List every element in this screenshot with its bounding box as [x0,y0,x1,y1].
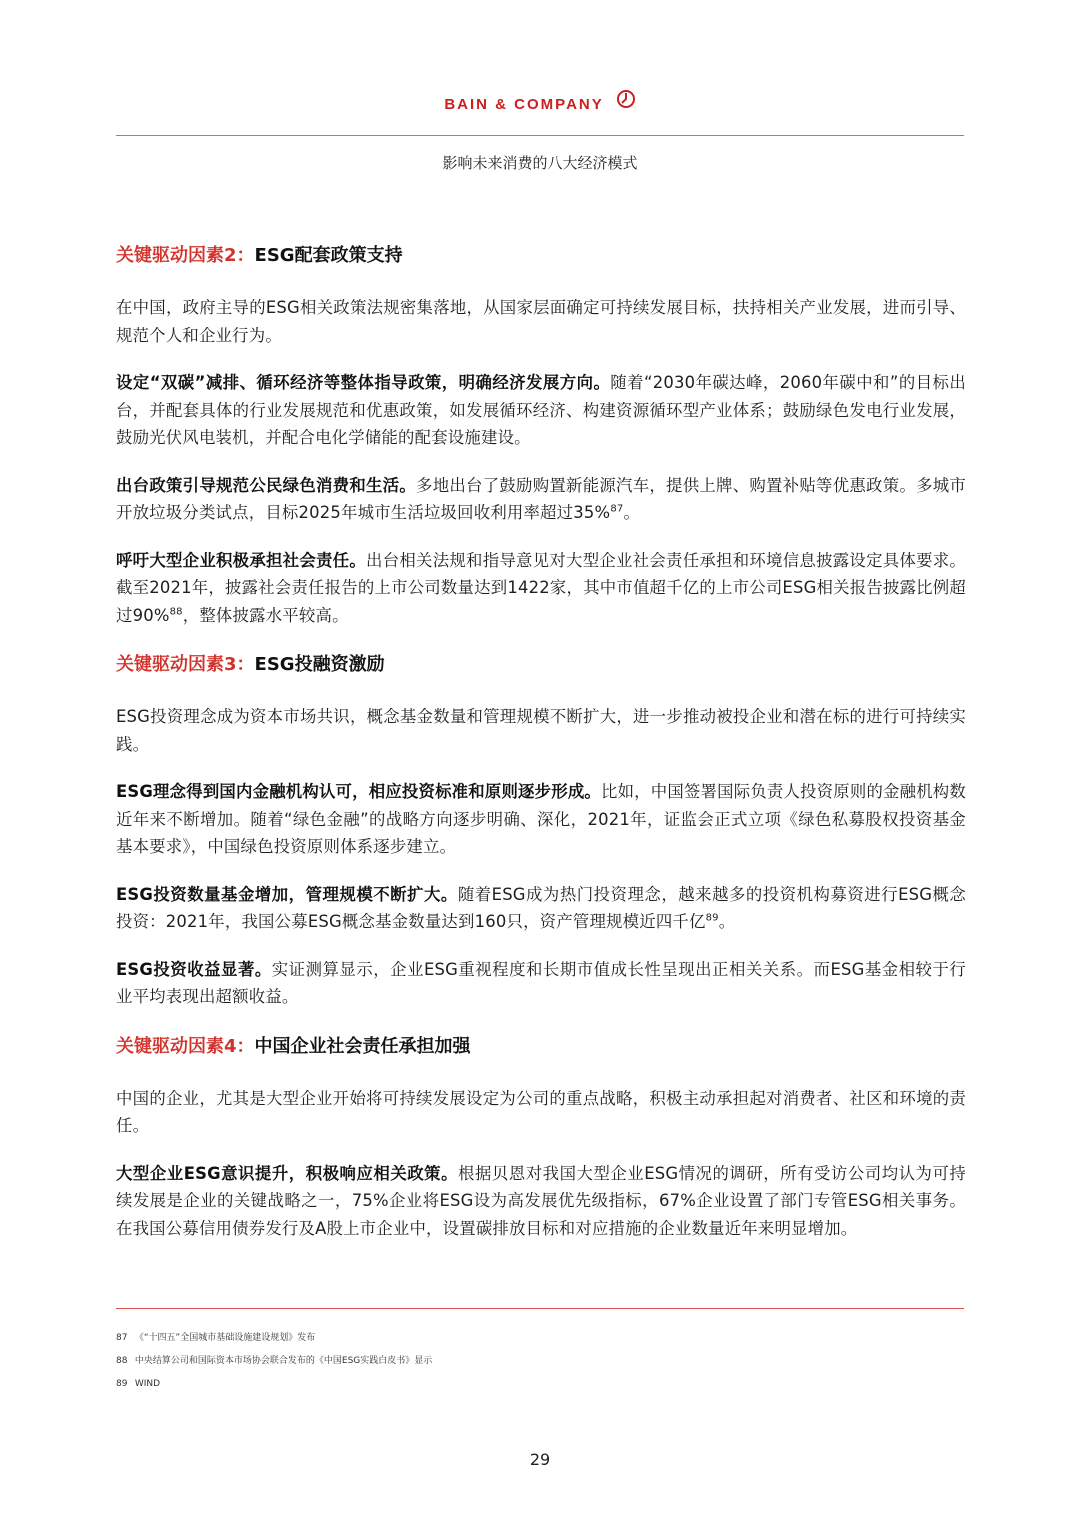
point-text: 随着ESG成为热门投资理念，越来越多的投资机构募资进行ESG概念投资：2021年，我国公募ESG概念基金数量达到160只，资产管理规模近四千亿 [116,884,966,931]
footnote-ref: 88 [169,606,183,618]
page-number: 29 [529,1450,551,1469]
point-text: 比如，中国签署国际负责人投资原则的金融机构数近年来不断增加。随着“绿色金融”的战略方向逐步明确、深化，2021年，证监会正式立项《绿色私募股权投资基金基本要求》，中国绿色投资原则体系逐步建立。 [116,782,966,856]
point-tail: 。 [718,912,736,931]
point-text: 出台相关法规和指导意见对大型企业社会责任承担和环境信息披露设定具体要求。截至2021年，披露社会责任报告的上市公司数量达到1422家，其中市值超千亿的上市公司ESG相关报告披露比例超过90% [116,550,967,625]
policy-point [116,369,966,452]
point-text: 实证测算显示，企业ESG重视程度和长期市值成长性呈现出正相关关系。而ESG基金相较于行业平均表现出超额收益。 [116,959,966,1006]
section-prefix: 关键驱动因素3： [116,654,255,675]
footnote-text: WIND [134,1379,161,1389]
footnote-ref: 89 [705,912,719,924]
section-title: 中国企业社会责任承担加强 [254,1035,471,1057]
header-divider [116,135,964,136]
footnote-number: 88 [116,1356,128,1366]
logo-circle-icon [616,89,636,118]
footnote-number: 87 [116,1333,128,1343]
point-lead: ESG理念得到国内金融机构认可，相应投资标准和原则逐步形成。 [116,782,601,801]
point-text: 多地出台了鼓励购置新能源汽车，提供上牌、购置补贴等优惠政策。多城市开放垃圾分类试点，目标2025年城市生活垃圾回收利用率超过35% [116,475,966,522]
policy-point [116,1160,966,1243]
footnote-item [116,1377,966,1400]
company-logo [0,92,1080,118]
footnote-item [116,1331,966,1354]
section-intro: 在中国，政府主导的ESG相关政策法规密集落地，从国家层面确定可持续发展目标，扶持相关产业发展，进而引导、规范个人和企业行为。 [116,298,966,345]
point-lead: ESG投资收益显著。 [116,959,272,979]
footnote-text: 中央结算公司和国际资本市场协会联合发布的《中国ESG实践白皮书》显示 [134,1356,433,1366]
point-text: 随着“2030年碳达峰，2060年碳中和”的目标出台，并配套具体的行业发展规范和优惠政策，如发展循环经济、构建资源循环型产业体系；鼓励绿色发电行业发展，鼓励光伏风电装机，并配合电化学储能的配套设施建设。 [116,373,966,447]
section-intro: 中国的企业，尤其是大型企业开始将可持续发展设定为公司的重点战略，积极主动承担起对消费者、社区和环境的责任。 [116,1088,966,1135]
logo-text: BAIN & COMPANY [444,96,604,113]
footnote-number: 89 [116,1379,128,1389]
point-lead: 大型企业ESG意识提升，积极响应相关政策。 [116,1163,459,1183]
point-tail: 。 [623,503,641,522]
policy-point [116,472,966,527]
point-lead: 出台政策引导规范公民绿色消费和生活。 [116,475,417,495]
point-lead: 设定“双碳”减排、循环经济等整体指导政策，明确经济发展方向。 [116,373,611,392]
point-tail: ，整体披露水平较高。 [182,605,349,625]
point-text: 根据贝恩对我国大型企业ESG情况的调研，所有受访公司均认为可持续发展是企业的关键战略之一，75%企业将ESG设为高发展优先级指标，67%企业设置了部门专管ESG相关事务。在我国公募信用债券发行及A股上市企业中，设置碳排放目标和对应措施的企业数量近年来明显增加。 [116,1163,966,1238]
section-prefix: 关键驱动因素2： [116,245,255,266]
section-intro: ESG投资理念成为资本市场共识，概念基金数量和管理规模不断扩大，进一步推动被投企业和潜在标的进行可持续实践。 [116,707,966,754]
section-prefix: 关键驱动因素4： [116,1035,255,1057]
policy-point [116,778,966,861]
policy-point [116,881,966,936]
section-title: ESG配套政策支持 [254,245,403,266]
point-lead: ESG投资数量基金增加，管理规模不断扩大。 [116,884,458,904]
footnotes [116,1331,966,1400]
policy-point [116,956,966,1011]
section-heading-driver-2 [116,240,966,272]
policy-point [116,547,966,630]
document-title: 影响未来消费的八大经济模式 [442,154,638,172]
footnote-item [116,1354,966,1377]
footnote-divider [116,1308,964,1309]
footnote-text: 《“十四五”全国城市基础设施建设规划》发布 [134,1333,316,1343]
section-heading-driver-3 [116,649,966,681]
section-heading-driver-4 [116,1031,966,1063]
section-title: ESG投融资激励 [254,654,385,675]
point-lead: 呼吁大型企业积极承担社会责任。 [116,550,367,570]
footnote-ref: 87 [610,503,624,515]
main-content [116,240,966,1262]
